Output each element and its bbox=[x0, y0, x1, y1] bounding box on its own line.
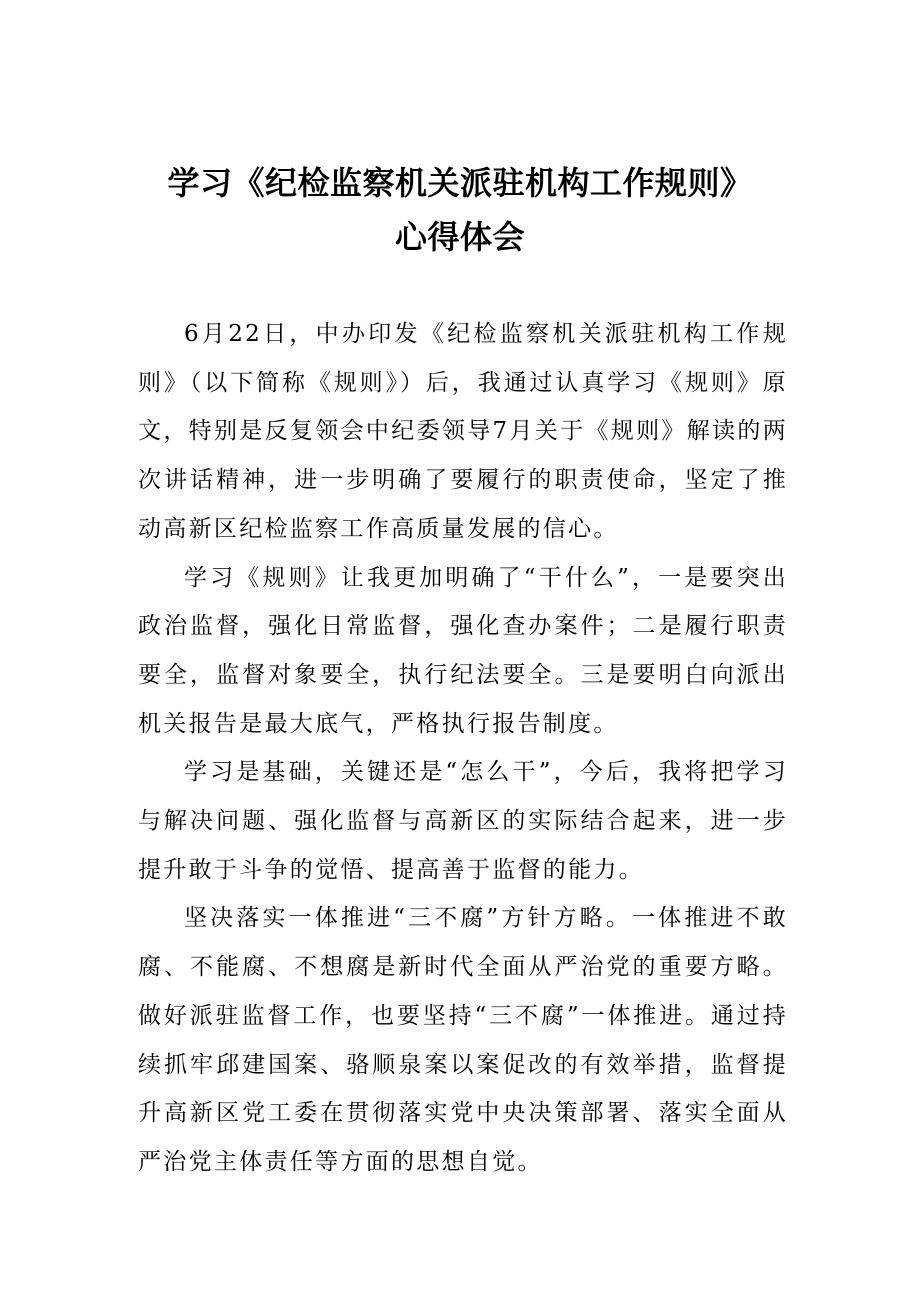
document-body bbox=[138, 310, 788, 1187]
document-title: 学习《纪检监察机关派驻机构工作规则》 bbox=[167, 164, 753, 202]
paragraph: 6月22日，中办印发《纪检监察机关派驻机构工作规则》（以下简称《规则》）后，我通过认真学习《规则》原文，特别是反复领会中纪委领导7月关于《规则》解读的两次讲话精神，进一步明确了要履行的职责使命，坚定了推动高新区纪检监察工作高质量发展的信心。 bbox=[138, 321, 788, 542]
paragraph: 学习是基础，关键还是“怎么干”，今后，我将把学习与解决问题、强化监督与高新区的实际结合起来，进一步提升敢于斗争的觉悟、提高善于监督的能力。 bbox=[138, 759, 788, 883]
paragraph: 坚决落实一体推进“三不腐”方针方略。一体推进不敢腐、不能腐、不想腐是新时代全面从严治党的重要方略。做好派驻监督工作，也要坚持“三不腐”一体推进。通过持续抓牢邱建国案、骆顺泉案以案促改的有效举措，监督提升高新区党工委在贯彻落实党中央决策部署、落实全面从严治党主体责任等方面的思想自觉。 bbox=[138, 905, 788, 1175]
paragraph: 学习《规则》让我更加明确了“干什么”，一是要突出政治监督，强化日常监督，强化查办案件；二是履行职责要全，监督对象要全，执行纪法要全。三是要明白向派出机关报告是最大底气，严格执行报告制度。 bbox=[138, 564, 788, 737]
document-subtitle: 心得体会 bbox=[394, 218, 525, 256]
